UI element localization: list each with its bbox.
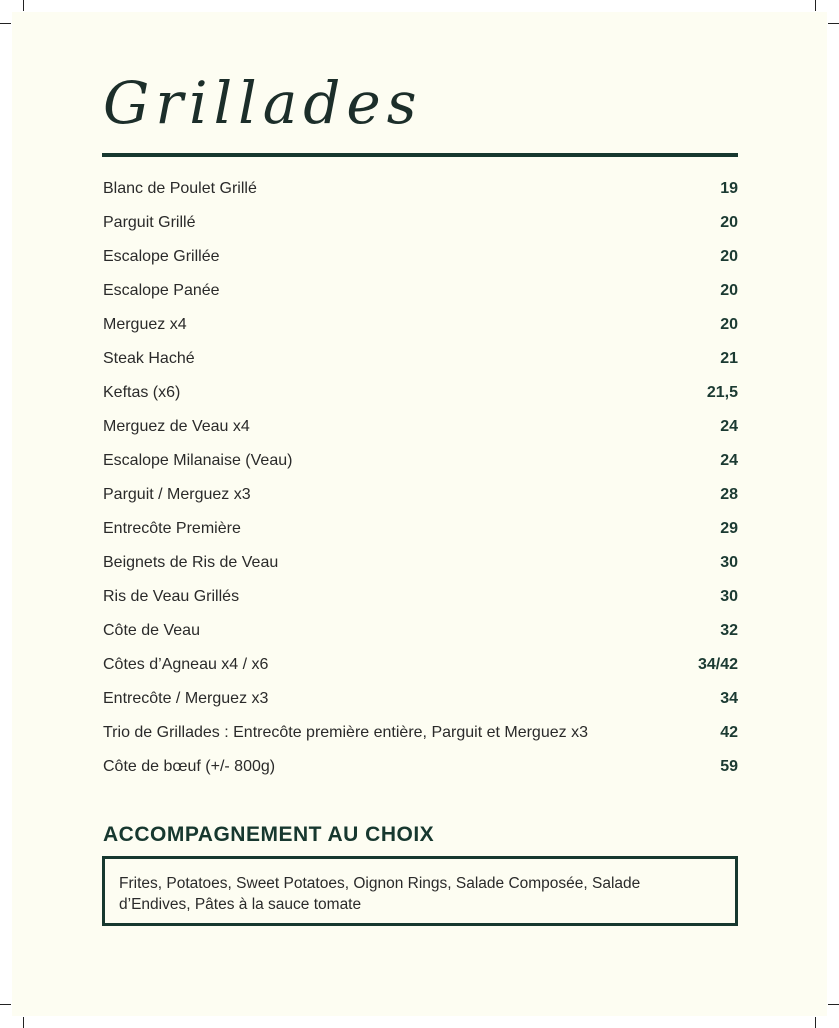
item-price: 24 bbox=[720, 418, 738, 435]
section-title: Grillades bbox=[103, 69, 423, 137]
crop-mark bbox=[0, 1004, 11, 1005]
menu-item bbox=[103, 342, 738, 376]
crop-mark bbox=[828, 1004, 839, 1005]
menu-item bbox=[103, 172, 738, 206]
menu-item bbox=[103, 444, 738, 478]
item-name: Escalope Milanaise (Veau) bbox=[103, 452, 293, 469]
item-name: Beignets de Ris de Veau bbox=[103, 554, 279, 571]
item-name: Ris de Veau Grillés bbox=[103, 588, 240, 605]
item-price: 34/42 bbox=[697, 656, 738, 673]
item-name: Merguez de Veau x4 bbox=[103, 418, 250, 435]
item-name: Entrecôte / Merguez x3 bbox=[103, 690, 269, 707]
crop-mark bbox=[23, 1017, 24, 1028]
menu-item bbox=[103, 240, 738, 274]
item-name: Côte de Veau bbox=[103, 622, 200, 639]
item-price: 20 bbox=[720, 316, 738, 333]
item-name: Escalope Panée bbox=[103, 282, 220, 299]
sides-text: Frites, Potatoes, Sweet Potatoes, Oignon Rings, Salade Composée, Salade d’Endives, Pâtes à la sauce tomate bbox=[119, 875, 641, 913]
item-price: 30 bbox=[720, 554, 738, 571]
crop-mark bbox=[815, 0, 816, 11]
item-name: Steak Haché bbox=[103, 350, 195, 367]
menu-item bbox=[103, 274, 738, 308]
item-name: Parguit Grillé bbox=[103, 214, 196, 231]
menu-item bbox=[103, 206, 738, 240]
crop-mark bbox=[23, 0, 24, 11]
item-price: 20 bbox=[720, 282, 738, 299]
item-name: Côtes d’Agneau x4 / x6 bbox=[103, 656, 269, 673]
item-name: Trio de Grillades : Entrecôte première entière, Parguit et Merguez x3 bbox=[103, 724, 588, 741]
crop-mark bbox=[828, 23, 839, 24]
item-price: 19 bbox=[720, 180, 738, 197]
item-price: 20 bbox=[720, 248, 738, 265]
crop-mark bbox=[0, 23, 11, 24]
item-price: 24 bbox=[720, 452, 738, 469]
item-price: 21,5 bbox=[706, 384, 738, 401]
item-name: Parguit / Merguez x3 bbox=[103, 486, 251, 503]
item-name: Entrecôte Première bbox=[103, 520, 241, 537]
item-name: Côte de bœuf (+/- 800g) bbox=[103, 758, 276, 775]
item-price: 34 bbox=[720, 690, 738, 707]
menu-list bbox=[103, 172, 738, 784]
item-name: Merguez x4 bbox=[103, 316, 187, 333]
sides-heading: ACCOMPAGNEMENT AU CHOIX bbox=[103, 823, 435, 846]
menu-item bbox=[103, 682, 738, 716]
item-name: Escalope Grillée bbox=[103, 248, 220, 265]
menu-item bbox=[103, 750, 738, 784]
menu-item bbox=[103, 478, 738, 512]
title-divider bbox=[102, 153, 738, 157]
menu-item bbox=[103, 376, 738, 410]
menu-item bbox=[103, 716, 738, 750]
item-price: 59 bbox=[720, 758, 738, 775]
item-price: 29 bbox=[720, 520, 738, 537]
menu-item bbox=[103, 410, 738, 444]
item-price: 20 bbox=[720, 214, 738, 231]
menu-item bbox=[103, 648, 738, 682]
item-price: 28 bbox=[720, 486, 738, 503]
item-price: 30 bbox=[720, 588, 738, 605]
menu-item bbox=[103, 614, 738, 648]
menu-item bbox=[103, 512, 738, 546]
crop-mark bbox=[815, 1017, 816, 1028]
item-price: 42 bbox=[720, 724, 738, 741]
item-name: Blanc de Poulet Grillé bbox=[103, 180, 257, 197]
item-price: 21 bbox=[720, 350, 738, 367]
menu-item bbox=[103, 308, 738, 342]
item-price: 32 bbox=[720, 622, 738, 639]
menu-item bbox=[103, 580, 738, 614]
sides-box bbox=[102, 856, 738, 926]
menu-item bbox=[103, 546, 738, 580]
item-name: Keftas (x6) bbox=[103, 384, 181, 401]
